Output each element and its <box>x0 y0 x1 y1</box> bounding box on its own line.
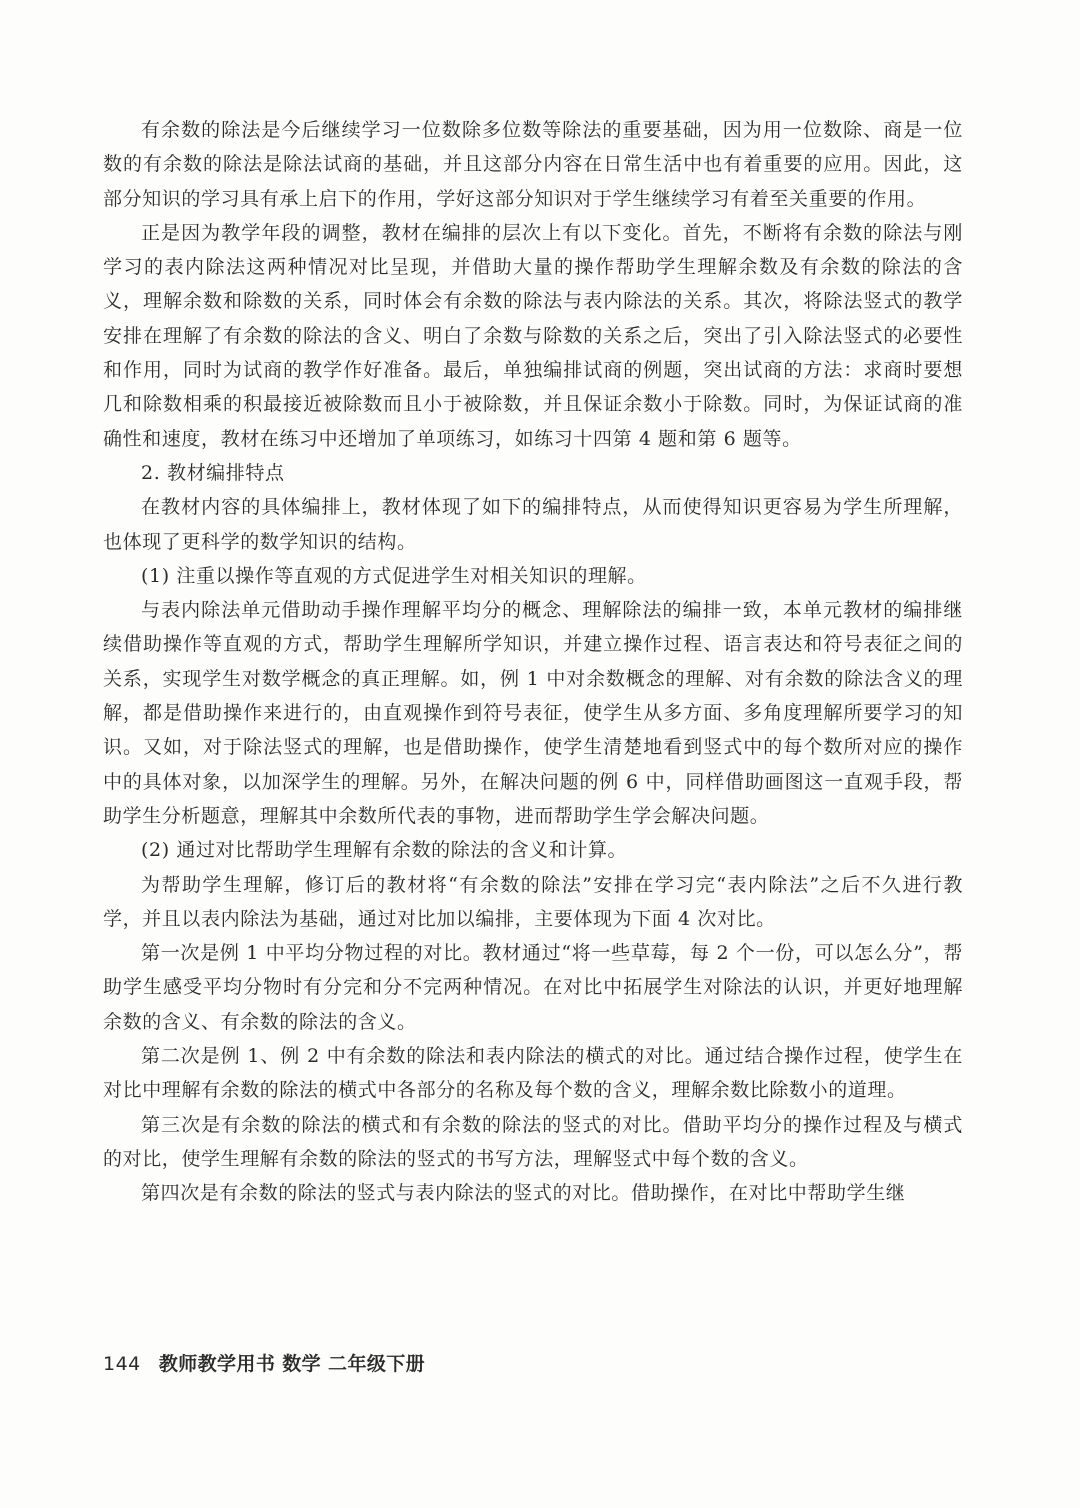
paragraph-1: 有余数的除法是今后继续学习一位数除多位数等除法的重要基础，因为用一位数除、商是一位数的有余数的除法是除法试商的基础，并且这部分内容在日常生活中也有着重要的应用。因此，这部分知识的学习具有承上启下的作用，学好这部分知识对于学生继续学习有着至关重要的作用。 <box>103 119 963 210</box>
paragraph-5: 为帮助学生理解，修订后的教材将“有余数的除法”安排在学习完“表内除法”之后不久进行教学，并且以表内除法为基础，通过对比加以编排，主要体现为下面 4 次对比。 <box>103 873 963 930</box>
subheading-2: (2) 通过对比帮助学生理解有余数的除法的含义和计算。 <box>141 839 628 862</box>
book-title: 教师教学用书 数学 二年级下册 <box>158 1353 426 1375</box>
paragraph-8: 第三次是有余数的除法的横式和有余数的除法的竖式的对比。借助平均分的操作过程及与横式的对比，使学生理解有余数的除法的竖式的书写方法，理解竖式中每个数的含义。 <box>103 1113 963 1170</box>
page-body <box>103 113 963 1211</box>
page-footer <box>103 1351 425 1377</box>
paragraph-2: 正是因为教学年段的调整，教材在编排的层次上有以下变化。首先，不断将有余数的除法与刚学习的表内除法这两种情况对比呈现，并借助大量的操作帮助学生理解余数及有余数的除法的含义，理解余数和除数的关系，同时体会有余数的除法与表内除法的关系。其次，将除法竖式的教学安排在理解了有余数的除法的含义、明白了余数与除数的关系之后，突出了引入除法竖式的必要性和作用，同时为试商的教学作好准备。最后，单独编排试商的例题，突出试商的方法：求商时要想几和除数相乘的积最接近被除数而且小于被除数，并且保证余数小于除数。同时，为保证试商的准确性和速度，教材在练习中还增加了单项练习，如练习十四第 4 题和第 6 题等。 <box>103 221 963 450</box>
section-heading-2: 2. 教材编排特点 <box>141 461 285 484</box>
paragraph-9: 第四次是有余数的除法的竖式与表内除法的竖式的对比。借助操作，在对比中帮助学生继 <box>141 1182 906 1205</box>
paragraph-4: 与表内除法单元借助动手操作理解平均分的概念、理解除法的编排一致，本单元教材的编排继续借助操作等直观的方式，帮助学生理解所学知识，并建立操作过程、语言表达和符号表征之间的关系，实现学生对数学概念的真正理解。如，例 1 中对余数概念的理解、对有余数的除法含义的理解，都是借助操作来进行的，由直观操作到符号表征，使学生从多方面、多角度理解所要学习的知识。又如，对于除法竖式的理解，也是借助操作，使学生清楚地看到竖式中的每个数所对应的操作中的具体对象，以加深学生的理解。另外，在解决问题的例 6 中，同样借助画图这一直观手段，帮助学生分析题意，理解其中余数所代表的事物，进而帮助学生学会解决问题。 <box>103 599 963 827</box>
subheading-1: (1) 注重以操作等直观的方式促进学生对相关知识的理解。 <box>141 564 647 587</box>
paragraph-6: 第一次是例 1 中平均分物过程的对比。教材通过“将一些草莓，每 2 个一份，可以怎么分”，帮助学生感受平均分物时有分完和分不完两种情况。在对比中拓展学生对除法的认识，并更好地理解余数的含义、有余数的除法的含义。 <box>103 942 963 1033</box>
paragraph-3: 在教材内容的具体编排上，教材体现了如下的编排特点，从而使得知识更容易为学生所理解，也体现了更科学的数学知识的结构。 <box>103 496 963 553</box>
page-number: 144 <box>103 1353 141 1375</box>
paragraph-7: 第二次是例 1、例 2 中有余数的除法和表内除法的横式的对比。通过结合操作过程，使学生在对比中理解有余数的除法的横式中各部分的名称及每个数的含义，理解余数比除数小的道理。 <box>103 1045 963 1102</box>
